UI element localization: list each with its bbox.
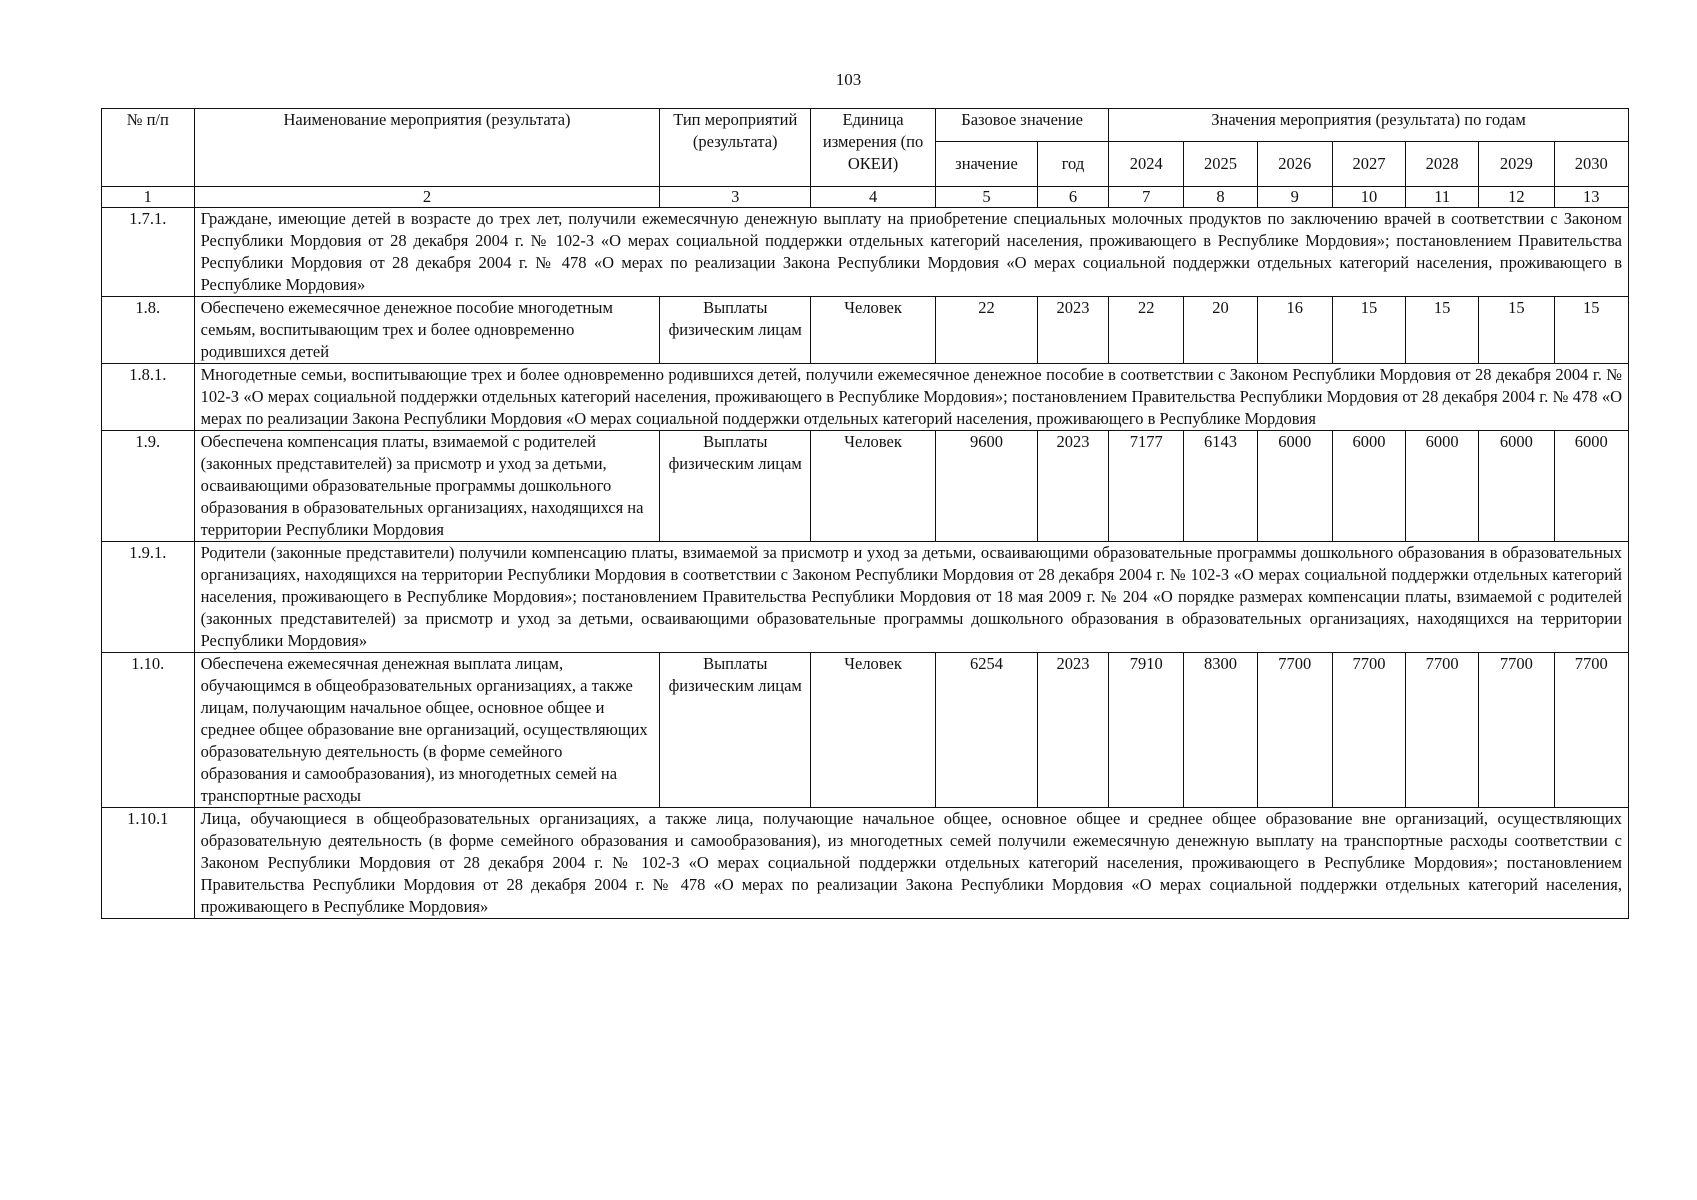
row-number: 1.10.: [102, 653, 195, 808]
table-row-description: [102, 364, 1629, 431]
column-number: 12: [1479, 187, 1554, 208]
row-name: Обеспечено ежемесячное денежное пособие многодетным семьям, воспитывающим трех и более одновременно родившихся детей: [194, 297, 660, 364]
header-base: Базовое значение: [936, 109, 1109, 142]
table-row-description: [102, 208, 1629, 297]
header-num: № п/п: [102, 109, 195, 187]
row-number: 1.9.: [102, 431, 195, 542]
row-value-2029: 15: [1479, 297, 1554, 364]
column-number: 8: [1184, 187, 1257, 208]
row-description: Граждане, имеющие детей в возрасте до трех лет, получили ежемесячную денежную выплату на приобретение специальных молочных продуктов по заключению врачей в соответствии с Законом Республики Мордовия от 28 декабря 2004 г. № 102-З «О мерах социальной поддержки отдельных категорий населения, проживающего в Республике Мордовия»; постановлением Правительства Республики Мордовия от 28 декабря 2004 г. № 478 «О мерах по реализации Закона Республики Мордовия «О мерах социальной поддержки отдельных категорий населения, проживающего в Республике Мордовия»: [194, 208, 1628, 297]
header-year-2028: 2028: [1406, 142, 1479, 187]
header-year-2030: 2030: [1554, 142, 1628, 187]
row-value-2030: 15: [1554, 297, 1628, 364]
row-value-2027: 6000: [1332, 431, 1405, 542]
row-value-2028: 7700: [1406, 653, 1479, 808]
column-number: 1: [102, 187, 195, 208]
row-type: Выплаты физическим лицам: [660, 297, 811, 364]
row-base-year: 2023: [1037, 297, 1108, 364]
row-description: Родители (законные представители) получили компенсацию платы, взимаемой за присмотр и уход за детьми, осваивающими образовательные программы дошкольного образования в образовательных организациях, находящихся на территории Республики Мордовия в соответствии с Законом Республики Мордовия от 28 декабря 2004 г. № 102-З «О мерах социальной поддержки отдельных категорий населения, проживающего в Республике Мордовия»; постановлением Правительства Республики Мордовия от 18 мая 2009 г. № 204 «О порядке размерах компенсации платы, взимаемой с родителей (законных представителей) за присмотр и уход за детьми, осваивающими образовательные программы дошкольного образования в образовательных организациях, находящихся на территории Республики Мордовия»: [194, 542, 1628, 653]
column-number: 10: [1332, 187, 1405, 208]
row-base-value: 6254: [936, 653, 1038, 808]
header-base-year: год: [1037, 142, 1108, 187]
measures-table: [101, 108, 1629, 919]
row-name: Обеспечена компенсация платы, взимаемой с родителей (законных представителей) за присмотр и уход за детьми, осваивающими образовательные программы дошкольного образования в образовательных организациях, находящихся на территории Республики Мордовия: [194, 431, 660, 542]
header-years-group: Значения мероприятия (результата) по годам: [1109, 109, 1629, 142]
column-number: 6: [1037, 187, 1108, 208]
table-header: [102, 109, 1629, 208]
row-value-2027: 15: [1332, 297, 1405, 364]
row-number: 1.9.1.: [102, 542, 195, 653]
row-value-2025: 6143: [1184, 431, 1257, 542]
row-base-value: 9600: [936, 431, 1038, 542]
row-value-2030: 6000: [1554, 431, 1628, 542]
column-number: 2: [194, 187, 660, 208]
row-number: 1.8.1.: [102, 364, 195, 431]
row-type: Выплаты физическим лицам: [660, 653, 811, 808]
row-value-2024: 22: [1109, 297, 1184, 364]
header-year-2024: 2024: [1109, 142, 1184, 187]
table-row: [102, 431, 1629, 542]
row-number: 1.7.1.: [102, 208, 195, 297]
table-row-description: [102, 542, 1629, 653]
header-unit: Единица измерения (по ОКЕИ): [811, 109, 936, 187]
row-description: Лица, обучающиеся в общеобразовательных организациях, а также лица, получающие начальное общее, основное общее и среднее общее образование вне организаций, осуществляющих образовательную деятельность (в форме семейного образования и самообразования), из многодетных семей получили ежемесячную денежную выплату на транспортные расходы соответствии с Законом Республики Мордовия от 28 декабря 2004 г. № 102-З «О мерах социальной поддержки отдельных категорий населения, проживающего в Республике Мордовия»; постановлением Правительства Республики Мордовия от 28 декабря 2004 г. № 478 «О мерах по реализации Закона Республики Мордовия «О мерах социальной поддержки отдельных категорий населения, проживающего в Республике Мордовия»: [194, 808, 1628, 919]
header-year-2027: 2027: [1332, 142, 1405, 187]
column-numbers-row: [102, 187, 1629, 208]
row-base-year: 2023: [1037, 431, 1108, 542]
column-number: 9: [1257, 187, 1332, 208]
row-value-2024: 7177: [1109, 431, 1184, 542]
table-row-description: [102, 808, 1629, 919]
row-value-2025: 8300: [1184, 653, 1257, 808]
row-type: Выплаты физическим лицам: [660, 431, 811, 542]
table-row: [102, 653, 1629, 808]
row-base-year: 2023: [1037, 653, 1108, 808]
column-number: 5: [936, 187, 1038, 208]
column-number: 11: [1406, 187, 1479, 208]
row-value-2030: 7700: [1554, 653, 1628, 808]
row-base-value: 22: [936, 297, 1038, 364]
column-number: 13: [1554, 187, 1628, 208]
table-row: [102, 297, 1629, 364]
header-base-value: значение: [936, 142, 1038, 187]
header-type: Тип мероприятий (результата): [660, 109, 811, 187]
column-number: 3: [660, 187, 811, 208]
row-value-2025: 20: [1184, 297, 1257, 364]
header-year-2026: 2026: [1257, 142, 1332, 187]
column-number: 7: [1109, 187, 1184, 208]
row-value-2024: 7910: [1109, 653, 1184, 808]
header-year-2029: 2029: [1479, 142, 1554, 187]
row-number: 1.8.: [102, 297, 195, 364]
row-description: Многодетные семьи, воспитывающие трех и более одновременно родившихся детей, получили ежемесячное денежное пособие в соответствии с Законом Республики Мордовия от 28 декабря 2004 г. № 102-З «О мерах социальной поддержки отдельных категорий населения, проживающего в Республике Мордовия»; постановлением Правительства Республики Мордовия от 28 декабря 2004 г. № 478 «О мерах по реализации Закона Республики Мордовия «О мерах социальной поддержки отдельных категорий населения, проживающего в Республике Мордовия: [194, 364, 1628, 431]
row-value-2026: 6000: [1257, 431, 1332, 542]
header-name: Наименование мероприятия (результата): [194, 109, 660, 187]
row-value-2028: 15: [1406, 297, 1479, 364]
row-number: 1.10.1: [102, 808, 195, 919]
page-number: 103: [835, 70, 862, 89]
column-number: 4: [811, 187, 936, 208]
row-value-2028: 6000: [1406, 431, 1479, 542]
row-value-2026: 16: [1257, 297, 1332, 364]
row-unit: Человек: [811, 431, 936, 542]
row-unit: Человек: [811, 653, 936, 808]
row-unit: Человек: [811, 297, 936, 364]
row-value-2026: 7700: [1257, 653, 1332, 808]
header-year-2025: 2025: [1184, 142, 1257, 187]
row-value-2027: 7700: [1332, 653, 1405, 808]
row-name: Обеспечена ежемесячная денежная выплата лицам, обучающимся в общеобразовательных организациях, а также лицам, получающим начальное общее, основное общее и среднее общее образование вне организаций, осуществляющих образовательную деятельность (в форме семейного образования и самообразования), из многодетных семей на транспортные расходы: [194, 653, 660, 808]
row-value-2029: 6000: [1479, 431, 1554, 542]
row-value-2029: 7700: [1479, 653, 1554, 808]
